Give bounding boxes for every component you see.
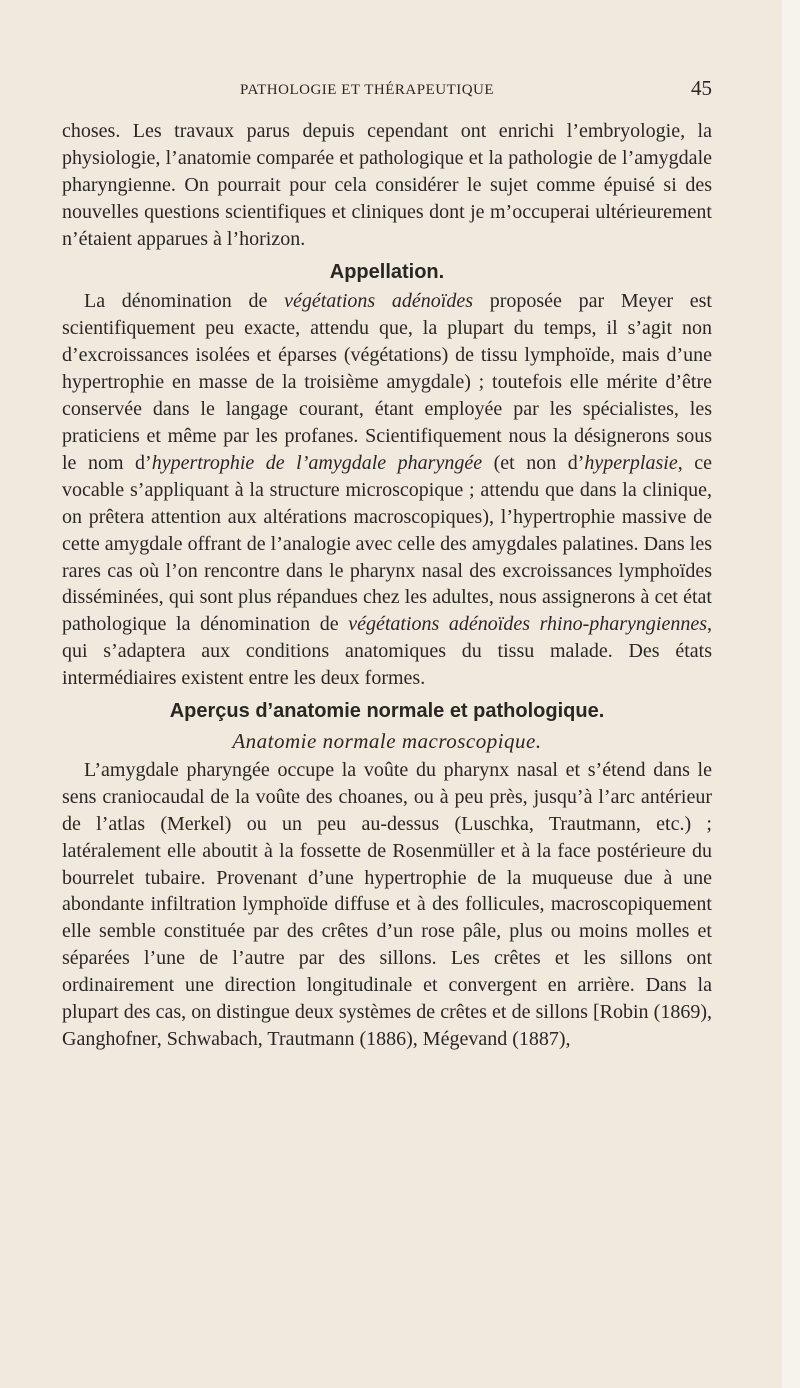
paragraph-intro: choses. Les travaux parus depuis cependant ont enrichi l’embryologie, la physiologie, l’anatomie comparée et pathologique et la pathologie de l’amygdale pharyngienne. On pourrait pour cela considérer le sujet comme épuisé si des nouvelles questions scientifiques et cliniques dont je m’occuperai ultérieurement n’étaient apparues à l’horizon. — [62, 120, 712, 250]
section-heading-appellation: Appellation. — [329, 260, 445, 283]
paragraph-anatomie: L’amygdale pharyngée occupe la voûte du pharynx nasal et s’étend dans le sens craniocaudal de la voûte des choanes, ou à peu près, jusqu’à l’arc antérieur de l’atlas (Merkel) ou un peu au-dessus (Luschka, Trautmann, etc.) ; latéralement elle aboutit à la fossette de Rosenmüller et à la face postérieure du bourrelet tubaire. Provenant d’une hypertrophie de la muqueuse due à une abondante infiltration lymphoïde diffuse et à des follicules, macroscopiquement elle semble constituée par des crêtes d’un rose pâle, plus ou moins molles et séparées l’une de l’autre par des sillons. Les crêtes et les sillons ont ordinairement une direction longitudinale et convergent en arrière. Dans la plupart des cas, on distingue deux systèmes de crêtes et de sillons [Robin (1869), Ganghofner, Schwabach, Trautmann (1886), Mégevand (1887), — [62, 758, 712, 1050]
italic-term: végétations adénoïdes rhino-pharyngiennes — [348, 613, 707, 636]
italic-term: hypertrophie de l’amygdale pharyngée — [151, 451, 483, 474]
text-run: (et non d’ — [482, 451, 585, 474]
text-run: proposée par Meyer est scientifiquement peu exacte, attendu que, la plupart du temps, il s’agit non d’excroissances isolées et éparses (végétations) de tissu lymphoïde, mais d’une hypertrophie en masse de la troisième amygdale) ; toutefois elle mérite d’être conservée dans le langage courant, étant employée par les spécialistes, les praticiens et même par les profanes. Scientifiquement nous la désignerons sous le nom d’ — [62, 290, 712, 474]
text-run: , qui s’adaptera aux conditions anatomiques du tissu malade. Des états intermédiaires existent entre les deux formes. — [62, 613, 712, 690]
page-edge — [782, 0, 800, 1388]
text-run: , ce vocable s’appliquant à la structure microscopique ; attendu que dans la clinique, on prêtera attention aux altérations macroscopiques), l’hypertrophie massive de cette amygdale offrant de l’analogie avec celle des amygdales palatines. Dans les rares cas où l’on rencontre dans le pharynx nasal des excroissances lymphoïdes disséminées, qui sont plus répandues chez les adultes, nous assignerons à cet état pathologique la dénomination de — [62, 451, 712, 636]
running-title: PATHOLOGIE ET THÉRAPEUTIQUE — [240, 82, 495, 98]
paragraph-appellation — [62, 288, 712, 692]
italic-term: hyperplasie — [584, 451, 678, 474]
text-run: La dénomination de — [84, 290, 285, 313]
page-body — [62, 118, 712, 1053]
page-number: 45 — [691, 76, 712, 100]
page-header — [62, 76, 712, 106]
italic-term: végétations adénoïdes — [284, 290, 473, 313]
section-heading-anatomie: Aperçus d’anatomie normale et pathologique. — [169, 700, 605, 723]
subsection-heading: Anatomie normale macroscopique. — [232, 728, 542, 753]
